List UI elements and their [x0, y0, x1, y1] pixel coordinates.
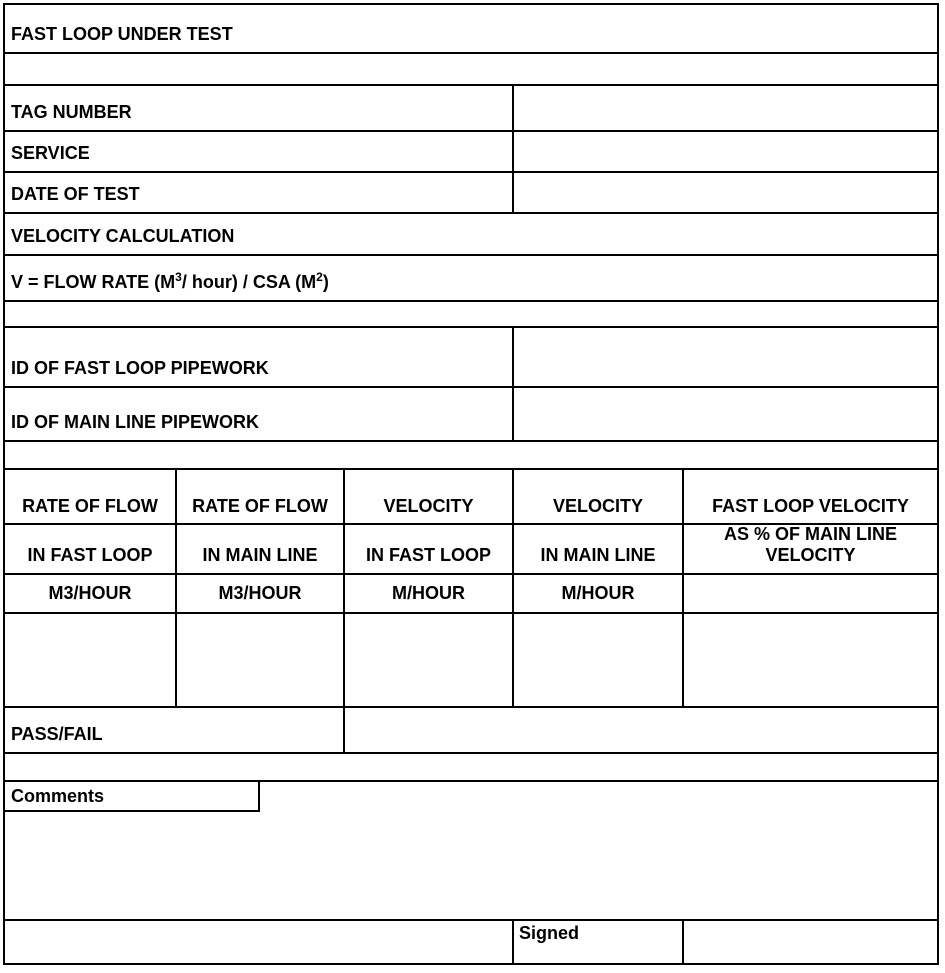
velocity-formula: V = FLOW RATE ($M^3/$ hour) / CSA $(M^2)$	[11, 270, 329, 292]
title-row	[5, 5, 937, 54]
header-line2: IN MAIN LINE	[514, 525, 682, 575]
bottom-left-cell	[5, 921, 514, 963]
spacer-row	[5, 442, 937, 470]
header-line1: RATE OF FLOW	[5, 470, 175, 525]
spacer-row	[5, 754, 937, 782]
rate-fast-loop-input[interactable]	[5, 614, 175, 708]
formula-cell	[5, 256, 937, 300]
column-velocity-main-line	[514, 470, 684, 708]
pass-fail-label: PASS/FAIL	[11, 724, 103, 744]
column-velocity-fast-loop	[345, 470, 514, 708]
header-line2: IN FAST LOOP	[345, 525, 512, 575]
header-units: M/HOUR	[514, 575, 682, 614]
header-line1: VELOCITY	[345, 470, 512, 525]
header-line2: AS % OF MAIN LINE VELOCITY	[684, 525, 937, 575]
header-line1: VELOCITY	[514, 470, 682, 525]
signed-label: Signed	[519, 923, 580, 943]
column-rate-of-flow-fast-loop	[5, 470, 177, 708]
velocity-calculation-cell	[5, 214, 937, 254]
form-title: FAST LOOP UNDER TEST	[11, 24, 233, 44]
tag-number-label: TAG NUMBER	[11, 102, 132, 122]
header-units	[684, 575, 937, 614]
date-of-test-label: DATE OF TEST	[11, 184, 140, 204]
header-line2: IN MAIN LINE	[177, 525, 343, 575]
spacer-row	[5, 302, 937, 328]
date-of-test-input[interactable]	[514, 173, 937, 212]
header-units: M/HOUR	[345, 575, 512, 614]
form-title-cell	[5, 5, 937, 52]
header-line2: IN FAST LOOP	[5, 525, 175, 575]
velocity-main-line-input[interactable]	[514, 614, 682, 708]
comments-label: Comments	[11, 785, 105, 806]
id-main-line-label: ID OF MAIN LINE PIPEWORK	[11, 412, 260, 432]
id-main-line-label-cell	[5, 388, 514, 440]
service-label-cell	[5, 132, 514, 171]
id-fast-loop-label: ID OF FAST LOOP PIPEWORK	[11, 358, 269, 378]
tag-number-label-cell	[5, 86, 514, 130]
pass-fail-input[interactable]	[345, 708, 937, 752]
service-label: SERVICE	[11, 143, 90, 163]
service-input[interactable]	[514, 132, 937, 171]
velocity-fast-loop-input[interactable]	[345, 614, 512, 708]
flow-velocity-table	[5, 470, 937, 708]
comments-label-cell	[5, 782, 260, 812]
date-of-test-label-cell	[5, 173, 514, 212]
comments-section	[5, 782, 937, 921]
formula-row	[5, 256, 937, 302]
velocity-percent-input[interactable]	[684, 614, 937, 708]
column-rate-of-flow-main-line	[177, 470, 345, 708]
date-of-test-row	[5, 173, 937, 214]
pass-fail-row	[5, 708, 937, 754]
id-main-line-input[interactable]	[514, 388, 937, 440]
signed-row	[5, 921, 937, 963]
header-units: M3/HOUR	[177, 575, 343, 614]
header-line1: FAST LOOP VELOCITY	[684, 470, 937, 525]
rate-main-line-input[interactable]	[177, 614, 343, 708]
signed-input[interactable]	[684, 921, 937, 963]
id-main-line-row	[5, 388, 937, 442]
velocity-calculation-label: VELOCITY CALCULATION	[11, 226, 235, 246]
signed-label-cell	[514, 921, 684, 963]
tag-number-row	[5, 86, 937, 132]
id-fast-loop-label-cell	[5, 328, 514, 386]
column-fast-loop-velocity-percent	[684, 470, 937, 708]
header-units: M3/HOUR	[5, 575, 175, 614]
velocity-calculation-row	[5, 214, 937, 256]
id-fast-loop-input[interactable]	[514, 328, 937, 386]
pass-fail-label-cell	[5, 708, 345, 752]
service-row	[5, 132, 937, 173]
tag-number-input[interactable]	[514, 86, 937, 130]
form-table	[3, 3, 939, 965]
header-line1: RATE OF FLOW	[177, 470, 343, 525]
id-fast-loop-row	[5, 328, 937, 388]
spacer-row	[5, 54, 937, 86]
